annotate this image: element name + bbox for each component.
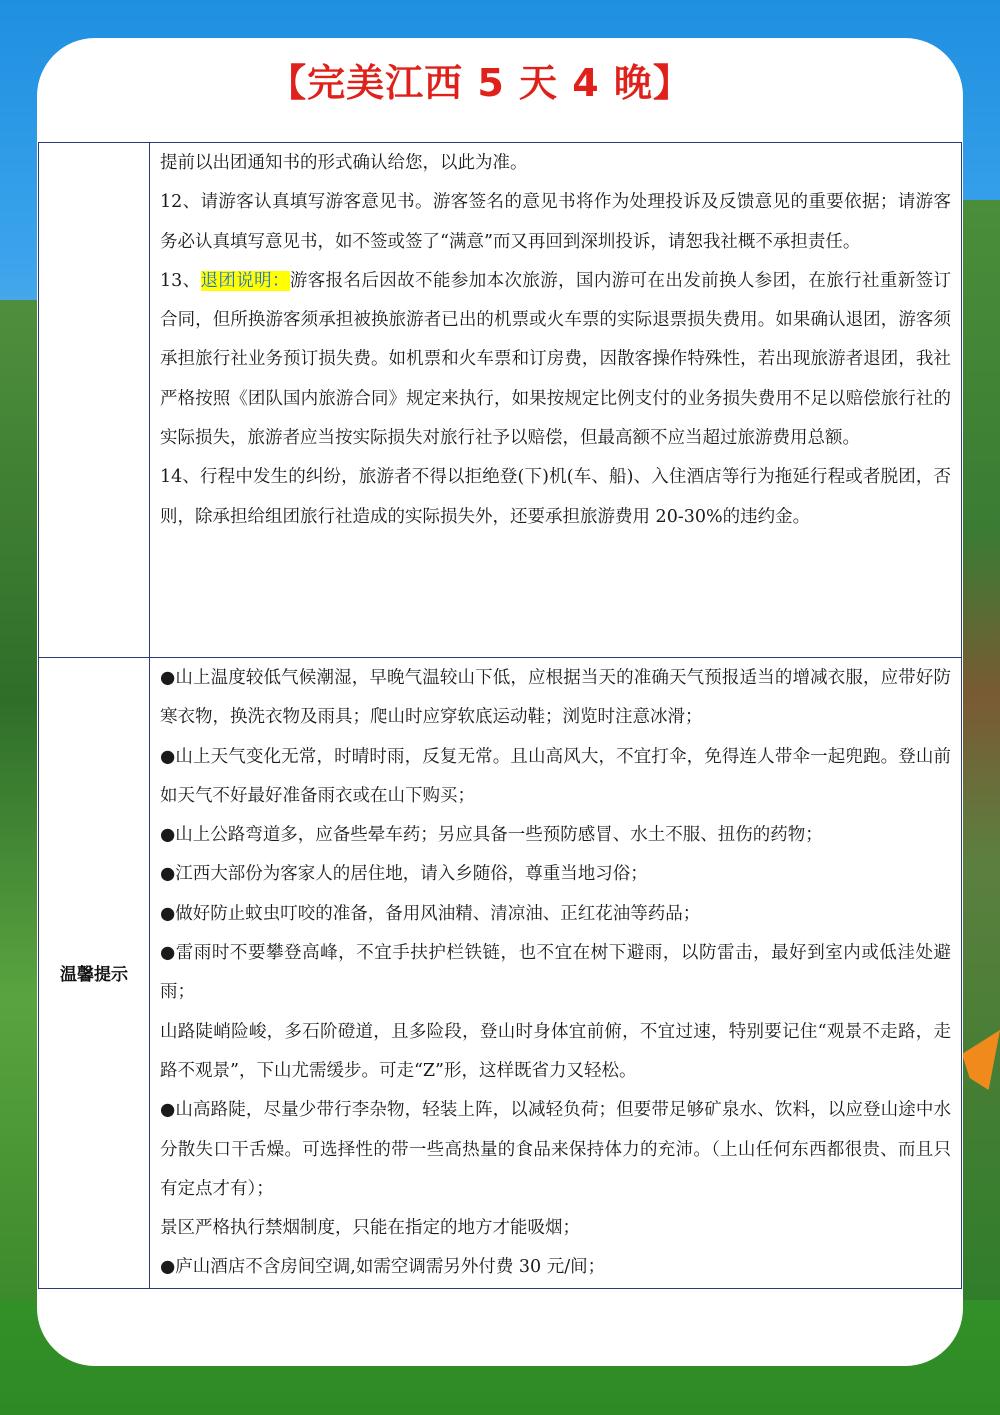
tip-item: ●做好防止蚊虫叮咬的准备，备用风油精、清凉油、正红花油等药品；	[160, 903, 701, 924]
tip-item: ●山高路陡，尽量少带行李杂物，轻装上阵，以减轻负荷；但要带足够矿泉水、饮料，以应登山途中水分散失口干舌燥。可选择性的带一些高热量的食品来保持体力的充沛。（上山任何东西都很贵、而且只有定点才有）；	[160, 1100, 951, 1199]
paragraph: 提前以出团通知书的形式确认给您，以此为准。	[160, 153, 528, 173]
paragraph	[160, 262, 951, 458]
item-number: 13、	[160, 270, 201, 291]
tip-item: ●山上温度较低气候潮湿，早晚气温较山下低，应根据当天的准确天气预报适当的增减衣服，应带好防寒衣物，换洗衣物及雨具；爬山时应穿软底运动鞋；浏览时注意冰滑；	[160, 668, 951, 728]
row-label-cell	[39, 658, 150, 1289]
background-scenery-right	[960, 200, 1000, 1300]
tip-item: 山路陡峭险峻，多石阶磴道，且多险段，登山时身体宜前俯，不宜过速，特别要记住“观景不走路，走路不观景”，下山尤需缓步。可走“Z”形，这样既省力又轻松。	[160, 1021, 951, 1081]
page-title: 【完美江西 5 天 4 晚】	[268, 61, 692, 105]
tip-item: ●庐山酒店不含房间空调,如需空调需另外付费 30 元/间；	[160, 1257, 606, 1278]
highlighted-heading: 退团说明：	[200, 270, 290, 291]
tip-item: ●雷雨时不要攀登高峰，不宜手扶护栏铁链，也不宜在树下避雨，以防雷击，最好到室内或低洼处避雨；	[160, 943, 951, 1003]
tip-item: 景区严格执行禁烟制度，只能在指定的地方才能吸烟；	[160, 1218, 580, 1239]
table-row	[39, 143, 962, 658]
background-scenery-left	[0, 300, 40, 1300]
tip-item: ●山上天气变化无常，时晴时雨，反复无常。且山高风大，不宜打伞，免得连人带伞一起兜跑。登山前如天气不好最好准备雨衣或在山下购买；	[160, 746, 951, 806]
table-row	[39, 658, 962, 1289]
tip-item: ●山上公路弯道多，应备些晕车药；另应具备一些预防感冒、水土不服、扭伤的药物；	[160, 825, 823, 846]
tip-item: ●江西大部份为客家人的居住地，请入乡随俗，尊重当地习俗；	[160, 864, 648, 885]
paragraph: 12、请游客认真填写游客意见书。游客签名的意见书将作为处理投诉及反馈意见的重要依据；请游客务必认真填写意见书，如不签或签了“满意”而又再回到深圳投诉，请恕我社概不承担责任。	[160, 192, 951, 252]
row-content-cell	[150, 143, 962, 658]
paragraph-body: 游客报名后因故不能参加本次旅游，国内游可在出发前换人参团，在旅行社重新签订合同，但所换游客须承担被换旅游者已出的机票或火车票的实际退票损失费用。如果确认退团，游客须承担旅行社业务预订损失费。如机票和火车票和订房费，因散客操作特殊性，若出现旅游者退团，我社严格按照《团队国内旅游合同》规定来执行，如果按规定比例支付的业务损失费用不足以赔偿旅行社的实际损失，旅游者应当按实际损失对旅行社予以赔偿，但最高额不应当超过旅游费用总额。	[160, 270, 951, 449]
paragraph: 14、行程中发生的纠纷，旅游者不得以拒绝登(下)机(车、船)、入住酒店等行为拖延行程或者脱团，否则，除承担给组团旅行社造成的实际损失外，还要承担旅游费用 20-30%的违约金。	[160, 467, 951, 527]
row-label-cell	[39, 143, 150, 658]
row-label: 温馨提示	[60, 965, 128, 986]
row-content-cell	[150, 658, 962, 1289]
info-table	[38, 142, 962, 1289]
